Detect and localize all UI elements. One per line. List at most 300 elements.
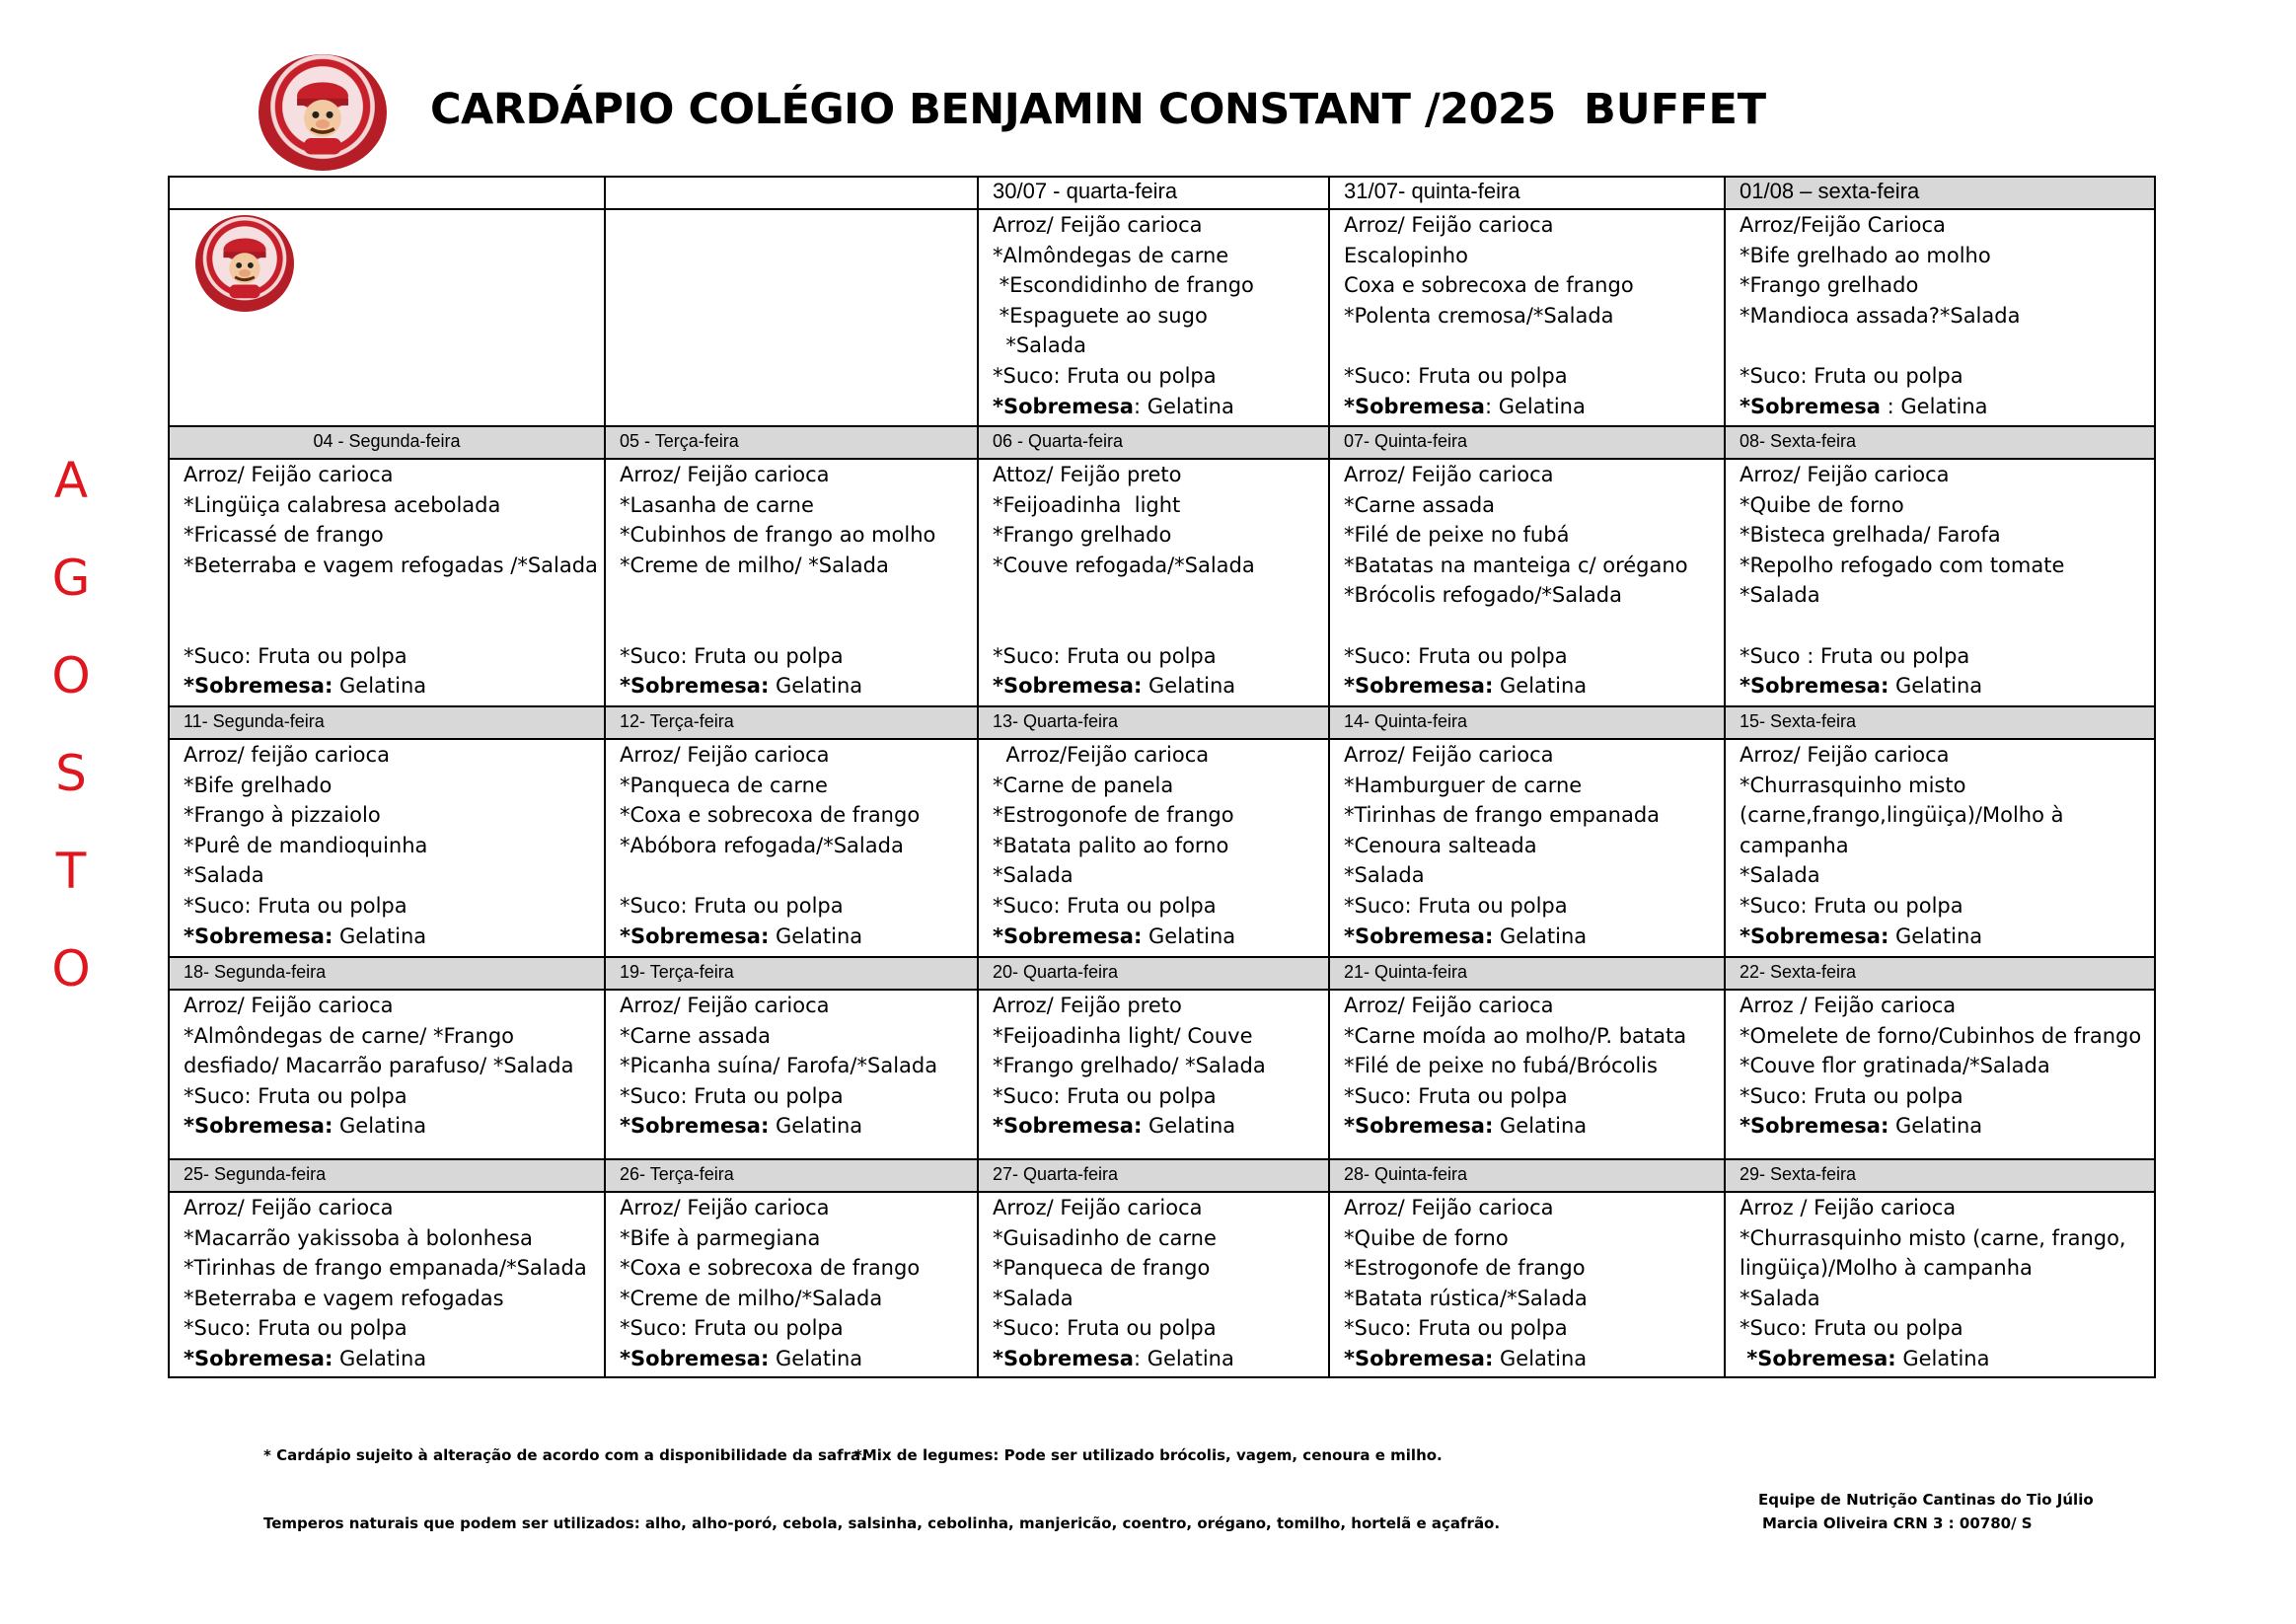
menu-line-text bbox=[1344, 614, 1351, 637]
menu-line-text: *Filé de peixe no fubá/Brócolis bbox=[1344, 1054, 1658, 1078]
menu-line bbox=[1740, 611, 2154, 641]
menu-line-bold: *Sobremesa bbox=[1344, 394, 1485, 418]
menu-line bbox=[184, 1344, 604, 1374]
menu-line bbox=[1344, 641, 1724, 672]
week2-menu-thu bbox=[1329, 739, 1725, 957]
week4-header-wed: 27- Quarta-feira bbox=[978, 1159, 1329, 1192]
menu-line bbox=[1344, 1223, 1724, 1254]
menu-line-text: Coxa e sobrecoxa de frango bbox=[1344, 273, 1634, 298]
week4-menu-thu bbox=[1329, 1192, 1725, 1377]
menu-line bbox=[184, 671, 604, 701]
week3-header-fri: 22- Sexta-feira bbox=[1725, 957, 2155, 990]
menu-line bbox=[184, 1051, 604, 1081]
menu-line-text bbox=[620, 583, 627, 607]
menu-line bbox=[184, 520, 604, 551]
menu-line bbox=[993, 860, 1328, 891]
menu-line bbox=[184, 740, 604, 771]
menu-line bbox=[1344, 1313, 1724, 1344]
month-letter: G bbox=[51, 550, 91, 607]
menu-line bbox=[1344, 1344, 1724, 1374]
menu-line-text: *Suco: Fruta ou polpa bbox=[184, 893, 407, 918]
menu-line-text: *Suco: Fruta ou polpa bbox=[620, 1083, 844, 1108]
menu-line-bold: *Sobremesa: bbox=[1740, 923, 1889, 948]
menu-line bbox=[620, 1111, 977, 1142]
menu-line bbox=[1344, 580, 1724, 611]
week1-header-wed: 06 - Quarta-feira bbox=[978, 426, 1329, 459]
menu-line-text: *Suco: Fruta ou polpa bbox=[993, 643, 1217, 668]
menu-line-text: Arroz / Feijão carioca bbox=[1740, 994, 1957, 1017]
menu-line bbox=[1740, 891, 2154, 922]
menu-line bbox=[1344, 991, 1724, 1021]
menu-line bbox=[1344, 361, 1724, 392]
week2-header-fri: 15- Sexta-feira bbox=[1725, 706, 2155, 739]
menu-line-text: *Fricassé de frango bbox=[184, 523, 384, 548]
menu-line-text: *Panqueca de frango bbox=[993, 1256, 1211, 1281]
menu-line bbox=[993, 800, 1328, 831]
menu-line bbox=[1740, 241, 2154, 271]
week4-header-row bbox=[169, 1159, 2155, 1192]
week0-header-wed: 30/07 - quarta-feira bbox=[978, 177, 1329, 209]
menu-line-text: *Suco: Fruta ou polpa bbox=[993, 1316, 1217, 1341]
menu-line-text: *Abóbora refogada/*Salada bbox=[620, 833, 904, 857]
menu-line-text: *Batata palito ao forno bbox=[993, 833, 1229, 857]
week2-header-wed: 13- Quarta-feira bbox=[978, 706, 1329, 739]
menu-line-text: Arroz/ Feijão carioca bbox=[1740, 463, 1950, 486]
menu-line bbox=[184, 771, 604, 801]
menu-line-text: Gelatina bbox=[1493, 1346, 1588, 1370]
menu-line-text: : Gelatina bbox=[1133, 394, 1234, 418]
menu-line-text: *Guisadinho de carne bbox=[993, 1225, 1217, 1250]
menu-line bbox=[620, 551, 977, 581]
menu-line bbox=[993, 241, 1328, 271]
menu-line-text: Arroz/ feijão carioca bbox=[184, 743, 390, 767]
menu-line-text: *Batata rústica/*Salada bbox=[1344, 1286, 1588, 1310]
week1-header-fri: 08- Sexta-feira bbox=[1725, 426, 2155, 459]
menu-line-bold: *Sobremesa: bbox=[1740, 674, 1889, 699]
menu-line-text: Arroz/ Feijão carioca bbox=[1344, 1196, 1554, 1219]
footer-note-safra: * Cardápio sujeito à alteração de acordo com a disponibilidade da safra. bbox=[263, 1446, 866, 1464]
menu-line-text: *Quibe de forno bbox=[1344, 1225, 1509, 1250]
week1-menu-thu bbox=[1329, 459, 1725, 706]
menu-line-bold: *Sobremesa: bbox=[184, 1346, 333, 1370]
menu-table bbox=[168, 176, 2156, 1378]
week3-menu-fri bbox=[1725, 990, 2155, 1159]
week2-menu-wed bbox=[978, 739, 1329, 957]
menu-line bbox=[993, 740, 1328, 771]
week1-menu-row bbox=[169, 459, 2155, 706]
menu-line-text: *Almôndegas de carne/ *Frango bbox=[184, 1023, 515, 1048]
menu-line-text: lingüiça)/Molho à campanha bbox=[1740, 1256, 2033, 1281]
menu-line-text: *Creme de milho/ *Salada bbox=[620, 553, 889, 577]
menu-line-text: *Suco: Fruta ou polpa bbox=[993, 363, 1217, 388]
menu-line bbox=[1740, 1021, 2154, 1052]
menu-line-text: Arroz/ Feijão carioca bbox=[993, 213, 1203, 237]
menu-line-text: Gelatina bbox=[1493, 1114, 1588, 1139]
menu-line-text: *Feijoadinha light/ Couve bbox=[993, 1023, 1253, 1048]
menu-line bbox=[1344, 740, 1724, 771]
menu-line-text: Arroz/ Feijão carioca bbox=[620, 1196, 830, 1219]
menu-line-text: *Cubinhos de frango ao molho bbox=[620, 523, 936, 548]
menu-line bbox=[1740, 771, 2154, 801]
week1-menu-mon bbox=[169, 459, 605, 706]
menu-line bbox=[1344, 860, 1724, 891]
menu-line bbox=[993, 331, 1328, 361]
menu-line bbox=[1740, 800, 2154, 831]
menu-line bbox=[993, 392, 1328, 422]
menu-line bbox=[1740, 551, 2154, 581]
menu-line bbox=[993, 1313, 1328, 1344]
menu-line-text: *Cenoura salteada bbox=[1344, 833, 1537, 857]
menu-line-text: *Escondidinho de frango bbox=[993, 273, 1254, 298]
menu-line-text: *Tirinhas de frango empanada/*Salada bbox=[184, 1256, 587, 1281]
month-letter: S bbox=[55, 745, 87, 802]
menu-line-text: *Suco: Fruta ou polpa bbox=[184, 1316, 407, 1341]
menu-line-text: *Beterraba e vagem refogadas bbox=[184, 1286, 504, 1310]
menu-line-text: (carne,frango,lingüiça)/Molho à bbox=[1740, 803, 2064, 828]
week2-menu-mon bbox=[169, 739, 605, 957]
menu-line bbox=[1740, 490, 2154, 521]
menu-line bbox=[1344, 831, 1724, 861]
menu-line-text: *Salada bbox=[1344, 863, 1425, 888]
menu-line-text bbox=[1740, 333, 1746, 357]
month-letter: A bbox=[53, 452, 89, 509]
week3-menu-mon bbox=[169, 990, 605, 1159]
menu-line-bold: *Sobremesa: bbox=[993, 1114, 1143, 1139]
menu-line-text: *Quibe de forno bbox=[1740, 492, 1904, 517]
menu-line-text: *Suco: Fruta ou polpa bbox=[620, 643, 844, 668]
menu-line-text: Arroz/Feijão carioca bbox=[993, 743, 1210, 767]
menu-line-text: *Bife grelhado bbox=[184, 773, 333, 797]
footer-team: Equipe de Nutrição Cantinas do Tio Júlio bbox=[1758, 1491, 2094, 1509]
menu-line-text: *Carne assada bbox=[620, 1023, 772, 1048]
menu-line bbox=[1740, 1253, 2154, 1284]
menu-line bbox=[184, 641, 604, 672]
menu-line bbox=[993, 1111, 1328, 1142]
menu-line bbox=[184, 891, 604, 922]
menu-line bbox=[993, 270, 1328, 301]
menu-line bbox=[620, 1193, 977, 1223]
menu-line-text: *Suco: Fruta ou polpa bbox=[993, 893, 1217, 918]
menu-line bbox=[184, 991, 604, 1021]
week3-header-mon: 18- Segunda-feira bbox=[169, 957, 605, 990]
week0-menu-row bbox=[169, 209, 2155, 426]
week3-header-wed: 20- Quarta-feira bbox=[978, 957, 1329, 990]
menu-line-text: *Estrogonofe de frango bbox=[993, 803, 1234, 828]
week0-header-tue bbox=[605, 177, 978, 209]
menu-line bbox=[184, 551, 604, 581]
menu-line bbox=[993, 671, 1328, 701]
menu-line bbox=[993, 1051, 1328, 1081]
menu-line bbox=[620, 1313, 977, 1344]
menu-line-text: *Frango à pizzaiolo bbox=[184, 803, 381, 828]
menu-line bbox=[184, 1223, 604, 1254]
menu-line bbox=[993, 490, 1328, 521]
menu-line-text: *Hamburguer de carne bbox=[1344, 773, 1583, 797]
menu-line-text: *Macarrão yakissoba à bolonhesa bbox=[184, 1225, 533, 1250]
menu-line-bold: *Sobremesa: bbox=[993, 923, 1143, 948]
week2-header-tue: 12- Terça-feira bbox=[605, 706, 978, 739]
menu-line-text: Arroz/ Feijão carioca bbox=[620, 743, 830, 767]
menu-line bbox=[1740, 831, 2154, 861]
menu-line bbox=[620, 1081, 977, 1112]
menu-line bbox=[620, 991, 977, 1021]
menu-line-text: *Couve flor gratinada/*Salada bbox=[1740, 1054, 2050, 1078]
week4-menu-mon bbox=[169, 1192, 605, 1377]
menu-line-text: Gelatina bbox=[1142, 923, 1236, 948]
menu-line-text: Gelatina bbox=[333, 923, 427, 948]
menu-line-text: Gelatina bbox=[1895, 1346, 1990, 1370]
week4-header-mon: 25- Segunda-feira bbox=[169, 1159, 605, 1192]
week4-header-thu: 28- Quinta-feira bbox=[1329, 1159, 1725, 1192]
menu-line bbox=[1344, 891, 1724, 922]
menu-line bbox=[184, 1253, 604, 1284]
page-title: CARDÁPIO COLÉGIO BENJAMIN CONSTANT /2025 bbox=[430, 85, 1556, 134]
menu-line bbox=[620, 1021, 977, 1052]
menu-line bbox=[1344, 671, 1724, 701]
menu-line-text: *Bife grelhado ao molho bbox=[1740, 243, 1991, 267]
week0-header-fri: 01/08 – sexta-feira bbox=[1725, 177, 2155, 209]
menu-line-text: *Espaguete ao sugo bbox=[993, 303, 1208, 328]
month-letter: O bbox=[51, 647, 91, 704]
menu-line-text: *Purê de mandioquinha bbox=[184, 833, 428, 857]
menu-line-text: Arroz/ Feijão carioca bbox=[1344, 994, 1554, 1017]
week0-menu-tue bbox=[605, 209, 978, 426]
menu-line-bold: *Sobremesa: bbox=[1740, 1346, 1896, 1370]
menu-line bbox=[620, 520, 977, 551]
menu-line-text: *Suco: Fruta ou polpa bbox=[1344, 643, 1568, 668]
menu-line-text: : Gelatina bbox=[1133, 1346, 1234, 1370]
menu-line bbox=[1740, 1111, 2154, 1142]
menu-line-text: Gelatina bbox=[769, 1114, 863, 1139]
menu-line-text: campanha bbox=[1740, 833, 1849, 857]
menu-line bbox=[620, 611, 977, 641]
menu-line bbox=[1344, 1253, 1724, 1284]
menu-line-text: Gelatina bbox=[333, 1346, 427, 1370]
menu-line bbox=[1344, 1193, 1724, 1223]
menu-line-bold: *Sobremesa: bbox=[1344, 1114, 1494, 1139]
menu-line-text: *Suco : Fruta ou polpa bbox=[1740, 643, 1970, 668]
menu-line bbox=[993, 1223, 1328, 1254]
menu-line bbox=[1740, 1313, 2154, 1344]
menu-line bbox=[1740, 740, 2154, 771]
menu-line bbox=[620, 1253, 977, 1284]
menu-line-text: *Salada bbox=[1740, 863, 1820, 888]
week4-header-fri: 29- Sexta-feira bbox=[1725, 1159, 2155, 1192]
menu-line-text: *Carne assada bbox=[1344, 492, 1496, 517]
logo-small-icon bbox=[195, 215, 294, 312]
menu-line-bold: *Sobremesa: bbox=[1344, 674, 1494, 699]
menu-line bbox=[1344, 551, 1724, 581]
menu-line-text: *Lingüiça calabresa acebolada bbox=[184, 492, 501, 517]
mascot-graphic bbox=[259, 54, 387, 171]
week4-menu-tue bbox=[605, 1192, 978, 1377]
week1-header-row bbox=[169, 426, 2155, 459]
menu-line bbox=[1344, 1081, 1724, 1112]
menu-line bbox=[184, 460, 604, 490]
menu-line bbox=[620, 580, 977, 611]
month-letter: O bbox=[51, 940, 91, 997]
menu-line bbox=[993, 1284, 1328, 1314]
menu-line bbox=[1344, 922, 1724, 952]
menu-line bbox=[993, 1081, 1328, 1112]
menu-line-text: Arroz/ Feijão carioca bbox=[1344, 743, 1554, 767]
menu-line-text: Arroz/ Feijão carioca bbox=[184, 1196, 394, 1219]
menu-line bbox=[1344, 771, 1724, 801]
menu-line bbox=[993, 922, 1328, 952]
menu-line-text: *Tirinhas de frango empanada bbox=[1344, 803, 1661, 828]
menu-line bbox=[1740, 991, 2154, 1021]
menu-line-text: *Suco: Fruta ou polpa bbox=[1740, 893, 1963, 918]
menu-line-text: Arroz/ Feijão carioca bbox=[1344, 213, 1554, 237]
menu-line bbox=[1740, 1051, 2154, 1081]
menu-line bbox=[993, 1253, 1328, 1284]
menu-line-text bbox=[620, 614, 627, 637]
week1-menu-fri bbox=[1725, 459, 2155, 706]
menu-line bbox=[993, 520, 1328, 551]
menu-line-text bbox=[1740, 614, 1746, 637]
menu-line-text: *Salada bbox=[184, 863, 264, 888]
menu-line-text: Arroz/ Feijão carioca bbox=[184, 463, 394, 486]
menu-line-text: *Coxa e sobrecoxa de frango bbox=[620, 1256, 921, 1281]
menu-line-bold: *Sobremesa: bbox=[620, 1114, 770, 1139]
menu-line-bold: *Sobremesa: bbox=[1344, 1346, 1494, 1370]
menu-line bbox=[1740, 641, 2154, 672]
week1-header-mon: 04 - Segunda-feira bbox=[169, 426, 605, 459]
week1-header-thu: 07- Quinta-feira bbox=[1329, 426, 1725, 459]
menu-line bbox=[620, 922, 977, 952]
menu-line-text: *Frango grelhado bbox=[993, 523, 1172, 548]
menu-line bbox=[1740, 301, 2154, 332]
menu-line-text: Arroz/Feijão Carioca bbox=[1740, 213, 1946, 237]
menu-line bbox=[1344, 301, 1724, 332]
menu-line-bold: *Sobremesa: bbox=[1740, 1114, 1889, 1139]
menu-line-text: *Couve refogada/*Salada bbox=[993, 553, 1255, 577]
week3-menu-tue bbox=[605, 990, 978, 1159]
week2-menu-row bbox=[169, 739, 2155, 957]
menu-line-text: *Panqueca de carne bbox=[620, 773, 828, 797]
menu-line-text: *Picanha suína/ Farofa/*Salada bbox=[620, 1054, 938, 1078]
menu-line bbox=[620, 860, 977, 891]
menu-line-bold: *Sobremesa: bbox=[184, 923, 333, 948]
menu-line bbox=[993, 361, 1328, 392]
menu-line-text: *Carne moída ao molho/P. batata bbox=[1344, 1023, 1687, 1048]
menu-line-text: *Suco: Fruta ou polpa bbox=[1740, 1083, 1963, 1108]
menu-line-text: Gelatina bbox=[1889, 1114, 1983, 1139]
menu-line-text: *Salada bbox=[993, 333, 1086, 358]
footer-nutritionist: Marcia Oliveira CRN 3 : 00780/ S bbox=[1762, 1514, 2033, 1532]
menu-line-text: Gelatina bbox=[769, 923, 863, 948]
menu-line-text: *Polenta cremosa/*Salada bbox=[1344, 303, 1614, 328]
menu-line bbox=[993, 991, 1328, 1021]
menu-line bbox=[184, 1021, 604, 1052]
menu-line-bold: *Sobremesa: bbox=[1344, 923, 1494, 948]
week4-header-tue: 26- Terça-feira bbox=[605, 1159, 978, 1192]
menu-line-text: *Bife à parmegiana bbox=[620, 1225, 821, 1250]
menu-line-text: *Churrasquinho misto (carne, frango, bbox=[1740, 1225, 2126, 1250]
menu-line bbox=[993, 551, 1328, 581]
menu-line bbox=[620, 891, 977, 922]
menu-line bbox=[1344, 800, 1724, 831]
menu-line-text bbox=[993, 583, 1000, 607]
menu-line-text: *Salada bbox=[993, 1286, 1074, 1310]
menu-line-text: *Creme de milho/*Salada bbox=[620, 1286, 883, 1310]
menu-line-text: *Suco: Fruta ou polpa bbox=[620, 1316, 844, 1341]
menu-line bbox=[184, 1111, 604, 1142]
week2-header-thu: 14- Quinta-feira bbox=[1329, 706, 1725, 739]
menu-line-text: Arroz/ Feijão carioca bbox=[184, 994, 394, 1017]
menu-line bbox=[1740, 1284, 2154, 1314]
month-letter: T bbox=[55, 843, 87, 900]
menu-line-text: : Gelatina bbox=[1880, 394, 1988, 418]
week0-header-row bbox=[169, 177, 2155, 209]
menu-line bbox=[620, 671, 977, 701]
menu-line bbox=[993, 580, 1328, 611]
menu-line-text: Gelatina bbox=[769, 674, 863, 699]
menu-line-text: Arroz/ Feijão carioca bbox=[993, 1196, 1203, 1219]
menu-line bbox=[1740, 520, 2154, 551]
week2-menu-fri bbox=[1725, 739, 2155, 957]
menu-line-text: Gelatina bbox=[1889, 674, 1983, 699]
menu-line-text: Arroz/ Feijão carioca bbox=[1740, 743, 1950, 767]
menu-line-bold: *Sobremesa bbox=[1740, 394, 1881, 418]
menu-line-text bbox=[993, 614, 1000, 637]
menu-line-text: *Suco: Fruta ou polpa bbox=[1740, 1316, 1963, 1341]
menu-line bbox=[1344, 270, 1724, 301]
menu-line-text bbox=[184, 583, 190, 607]
menu-line bbox=[993, 460, 1328, 490]
menu-line-text: Gelatina bbox=[769, 1346, 863, 1370]
menu-line-text: Arroz/ Feijão carioca bbox=[1344, 463, 1554, 486]
menu-line-bold: *Sobremesa: bbox=[993, 674, 1143, 699]
menu-line bbox=[184, 1284, 604, 1314]
menu-line bbox=[620, 1223, 977, 1254]
menu-line-text: *Mandioca assada?*Salada bbox=[1740, 303, 2021, 328]
menu-line bbox=[993, 1021, 1328, 1052]
menu-line-text: Arroz/ Feijão preto bbox=[993, 994, 1182, 1017]
mascot-graphic-small bbox=[195, 215, 294, 312]
menu-line-text bbox=[184, 614, 190, 637]
menu-line bbox=[184, 580, 604, 611]
menu-line bbox=[1740, 1344, 2154, 1374]
week3-header-thu: 21- Quinta-feira bbox=[1329, 957, 1725, 990]
week0-menu-thu bbox=[1329, 209, 1725, 426]
week1-menu-tue bbox=[605, 459, 978, 706]
menu-line bbox=[620, 831, 977, 861]
menu-line-text: *Frango grelhado bbox=[1740, 273, 1919, 298]
menu-line-text: *Suco: Fruta ou polpa bbox=[1740, 363, 1963, 388]
menu-line bbox=[1344, 1284, 1724, 1314]
menu-line bbox=[1740, 210, 2154, 241]
menu-line-text: *Suco: Fruta ou polpa bbox=[184, 643, 407, 668]
menu-line-text: *Carne de panela bbox=[993, 773, 1174, 797]
week0-header-mon bbox=[169, 177, 605, 209]
menu-line-text: *Filé de peixe no fubá bbox=[1344, 523, 1570, 548]
menu-line bbox=[1740, 580, 2154, 611]
menu-line bbox=[1740, 922, 2154, 952]
menu-line bbox=[1740, 270, 2154, 301]
menu-line-text: Arroz / Feijão carioca bbox=[1740, 1196, 1957, 1219]
menu-line bbox=[1740, 460, 2154, 490]
menu-line bbox=[993, 210, 1328, 241]
menu-line-text: *Suco: Fruta ou polpa bbox=[1344, 1316, 1568, 1341]
menu-line bbox=[993, 1344, 1328, 1374]
menu-line-text: *Lasanha de carne bbox=[620, 492, 814, 517]
menu-line bbox=[1344, 490, 1724, 521]
menu-line bbox=[1344, 1051, 1724, 1081]
menu-line bbox=[184, 860, 604, 891]
footer-note-temperos: Temperos naturais que podem ser utilizados: alho, alho-poró, cebola, salsinha, cebolinha, manjericão, coentro, orégano, tomilho, hortelã e açafrão. bbox=[263, 1514, 1501, 1532]
menu-line-text: Arroz/ Feijão carioca bbox=[620, 994, 830, 1017]
